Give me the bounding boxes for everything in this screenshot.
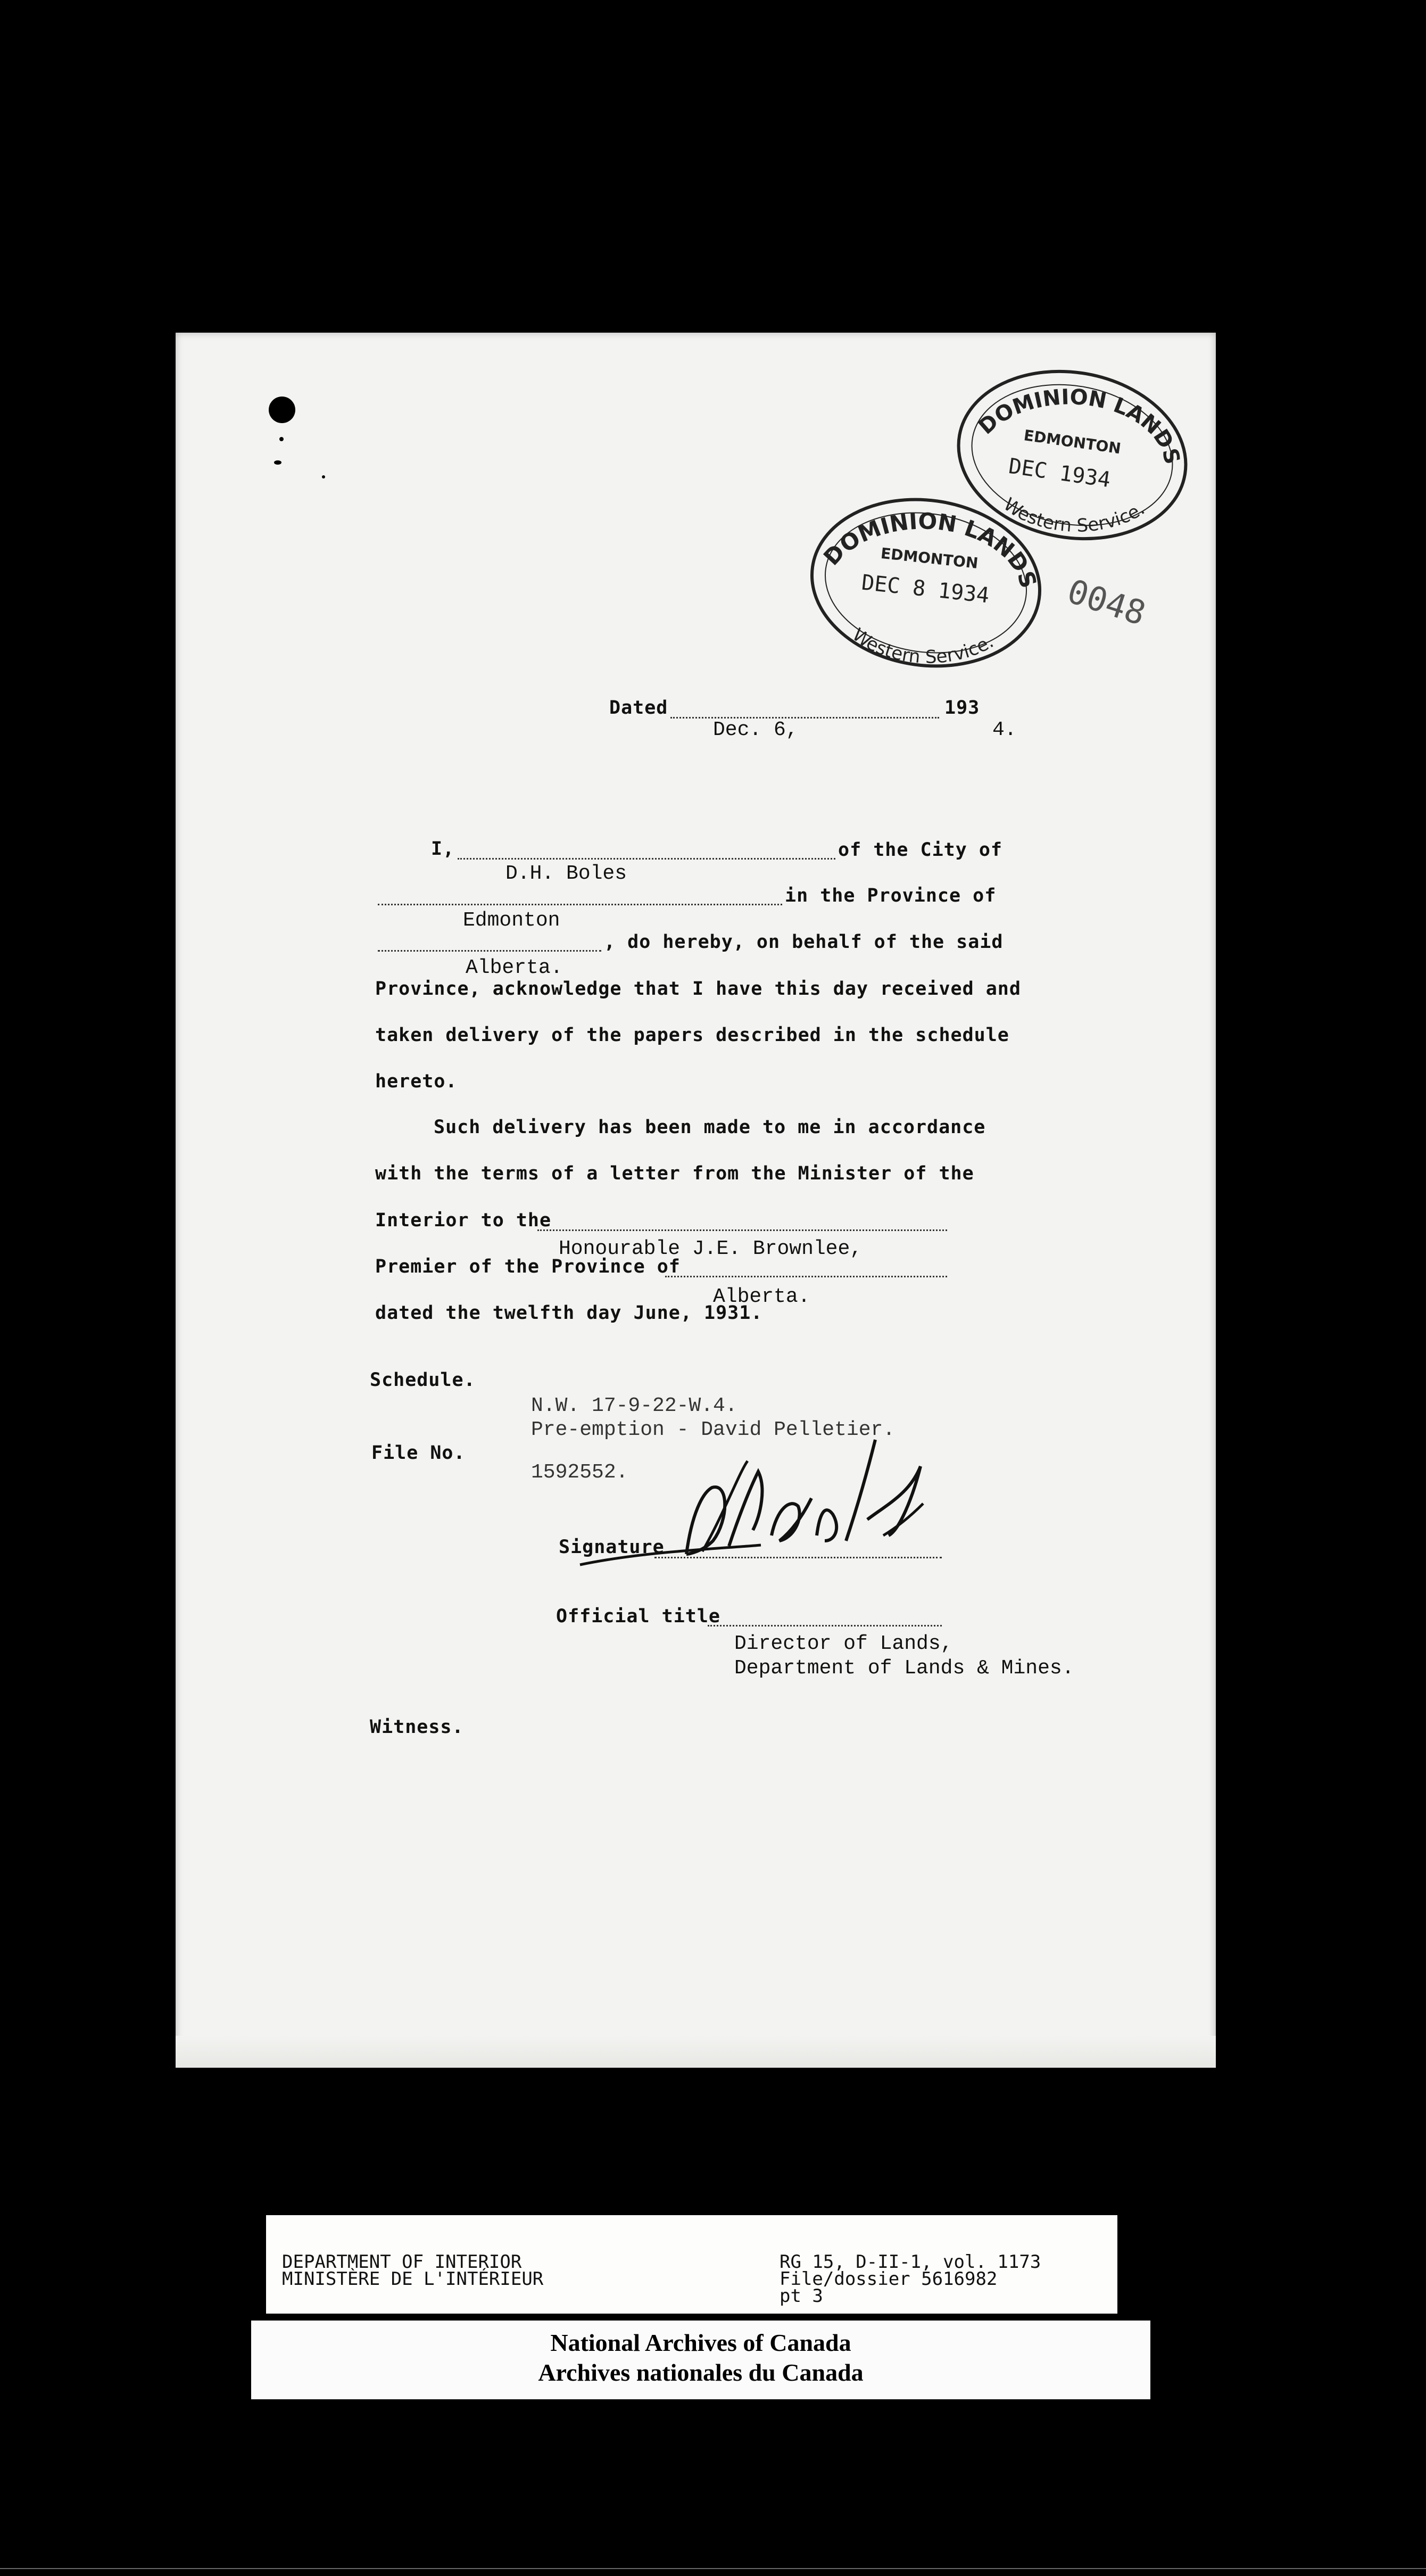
- dated-value: Dec. 6,: [713, 719, 798, 741]
- premier-province-value: Alberta.: [713, 1285, 810, 1308]
- stamp-top-text: DOMINION LANDS: [974, 384, 1185, 467]
- province-label: in the Province of: [785, 885, 997, 906]
- i-label: I,: [431, 838, 455, 860]
- year-digit: 4.: [992, 719, 1017, 741]
- body-line: hereto.: [375, 1071, 458, 1092]
- body-line: with the terms of a letter from the Minister of the: [375, 1163, 974, 1184]
- scan-edge-line: [0, 2568, 1426, 2569]
- dated-label: Dated: [609, 697, 668, 719]
- archives-name-fr: Archives nationales du Canada: [538, 2359, 864, 2386]
- interior-line: [537, 1229, 947, 1231]
- city-label: of the City of: [838, 839, 1003, 861]
- body-line: Premier of the Province of: [375, 1256, 681, 1277]
- part-ref: pt 3: [780, 2285, 823, 2307]
- dated-line: [670, 717, 939, 719]
- official-title-label: Official title: [556, 1606, 721, 1627]
- archives-name-en: National Archives of Canada: [550, 2329, 851, 2356]
- year-prefix: 193: [944, 697, 980, 719]
- official-title-line: [708, 1625, 942, 1626]
- handwritten-signature: [569, 1408, 974, 1583]
- body-line: dated the twelfth day June, 1931.: [375, 1302, 763, 1324]
- title-line: Department of Lands & Mines.: [734, 1657, 1074, 1680]
- on-behalf-text: , do hereby, on behalf of the said: [604, 931, 1004, 953]
- body-line: Interior to the: [375, 1210, 552, 1231]
- name-line: [458, 858, 835, 860]
- name-value: D.H. Boles: [505, 862, 627, 885]
- stamp-date: DEC 1934: [1007, 453, 1112, 493]
- archives-banner: [251, 2321, 1150, 2399]
- premier-line: [665, 1276, 947, 1277]
- file-dossier-ref: File/dossier 5616982: [780, 2268, 998, 2290]
- title-line: Director of Lands,: [734, 1632, 953, 1655]
- body-line: Province, acknowledge that I have this day received and: [375, 978, 1021, 1000]
- stamp-top-text: DOMINION LANDS: [818, 508, 1042, 591]
- stamp-date: DEC 8 1934: [860, 570, 991, 608]
- stamp-city: EDMONTON: [1023, 426, 1122, 458]
- schedule-line: Pre-emption - David Pelletier.: [531, 1418, 896, 1441]
- province-value: Alberta.: [466, 956, 563, 979]
- honourable-value: Honourable J.E. Brownlee,: [559, 1237, 863, 1260]
- body-line: Such delivery has been made to me in accordance: [434, 1117, 986, 1138]
- signature-label: Signature: [559, 1537, 665, 1558]
- witness-label: Witness.: [370, 1716, 464, 1738]
- department-fr: MINISTÈRE DE L'INTÉRIEUR: [282, 2268, 544, 2290]
- schedule-label: Schedule.: [370, 1369, 476, 1391]
- stamp-bottom-text: Western Service.: [848, 624, 998, 668]
- province-line: [378, 950, 601, 952]
- file-number: 1592552.: [531, 1461, 628, 1484]
- stamp-bottom-text: Western Service.: [999, 493, 1149, 537]
- city-line: [378, 904, 782, 905]
- department-en: DEPARTMENT OF INTERIOR: [282, 2251, 522, 2273]
- stamp-city: EDMONTON: [880, 544, 979, 572]
- file-label: File No.: [371, 1442, 466, 1464]
- schedule-line: N.W. 17-9-22-W.4.: [531, 1394, 737, 1417]
- document-page: [176, 333, 1216, 2068]
- body-line: taken delivery of the papers described in the schedule: [375, 1025, 1009, 1046]
- record-group-ref: RG 15, D-II-1, vol. 1173: [780, 2251, 1041, 2273]
- page-number: 0048: [1063, 571, 1150, 633]
- city-value: Edmonton: [463, 909, 560, 932]
- archive-reference-card: [266, 2215, 1117, 2314]
- dominion-lands-stamp-lower: [803, 495, 1048, 678]
